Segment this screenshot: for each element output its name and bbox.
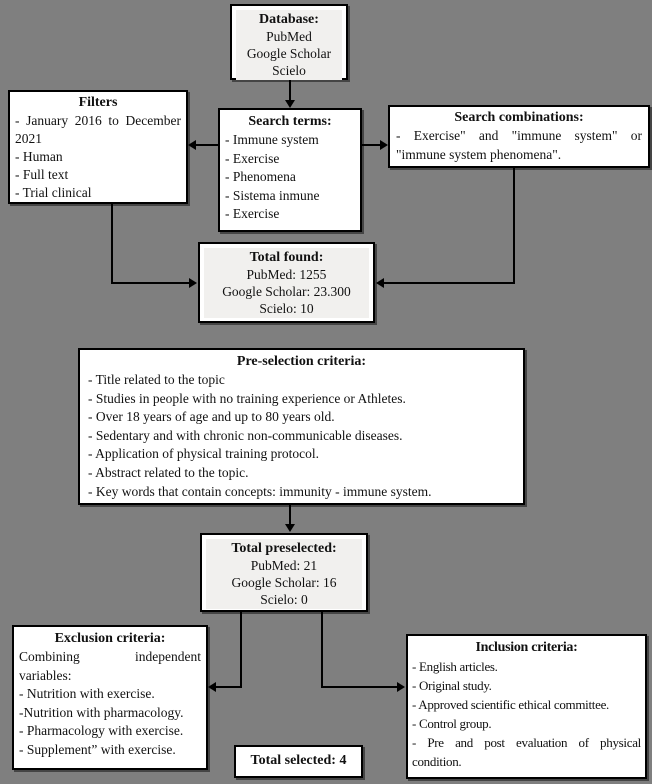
filters-item: - Human	[15, 149, 63, 164]
connector-preselected-down-left	[240, 612, 242, 688]
search-combinations-content	[390, 107, 648, 165]
filters-title: Filters	[78, 95, 118, 110]
inclusion-box	[406, 634, 647, 779]
exclusion-item: Combining independent variables:	[19, 649, 201, 683]
total-preselected-line: PubMed: 21	[250, 558, 318, 573]
exclusion-item: - Supplement” with exercise.	[19, 741, 176, 757]
exclusion-content	[14, 627, 206, 762]
pre-selection-item: - Abstract related to the topic.	[88, 464, 249, 480]
total-selected-box	[234, 745, 363, 778]
database-line: Scielo	[272, 63, 306, 78]
search-term-item: - Exercise	[225, 206, 280, 222]
filters-item: - January 2016 to December 2021	[15, 113, 181, 146]
search-terms-content	[220, 110, 360, 226]
search-term-item: - Exercise	[225, 150, 280, 166]
exclusion-item: - Nutrition with exercise.	[19, 686, 155, 702]
search-term-item: - Phenomena	[225, 169, 296, 185]
pre-selection-title: Pre-selection criteria:	[236, 354, 367, 369]
arrowhead-left-icon	[376, 278, 384, 288]
connector-database-to-search-terms	[289, 80, 291, 102]
inclusion-title: Inclusion criteria:	[475, 640, 578, 655]
arrowhead-right-icon	[380, 140, 388, 150]
pre-selection-content	[80, 350, 523, 503]
total-preselected-box	[200, 533, 368, 612]
exclusion-item: - Pharmacology with exercise.	[19, 723, 184, 739]
database-title: Database:	[259, 12, 319, 27]
database-content	[236, 10, 342, 80]
total-found-line: Google Scholar: 23.300	[222, 284, 351, 299]
database-line: PubMed	[266, 29, 312, 44]
search-terms-title: Search terms:	[248, 114, 332, 129]
database-box	[230, 4, 348, 80]
arrowhead-down-icon	[285, 524, 295, 532]
total-found-line: PubMed: 1255	[246, 267, 327, 282]
total-found-content	[204, 248, 369, 318]
connector-combinations-down	[513, 168, 515, 284]
search-combinations-box	[388, 105, 650, 168]
filters-box	[8, 90, 188, 204]
inclusion-item: - English articles.	[412, 659, 498, 674]
search-combinations-title: Search combinations:	[454, 110, 584, 125]
total-preselected-content	[206, 539, 362, 609]
search-terms-box	[218, 108, 362, 232]
total-found-line: Scielo: 10	[259, 301, 314, 316]
inclusion-item: - Pre and post evaluation of physical condition.	[412, 735, 641, 769]
filters-item: - Trial clinical	[15, 185, 92, 200]
total-selected-label: Total selected: 4	[250, 753, 347, 768]
search-term-item: - Sistema inmune	[225, 187, 320, 203]
connector-preselected-down-right	[321, 612, 323, 688]
connector-filters-to-total-found	[111, 282, 190, 284]
arrowhead-left-icon	[188, 140, 196, 150]
total-found-box	[198, 242, 375, 323]
inclusion-item: - Original study.	[412, 678, 492, 693]
inclusion-content	[408, 636, 645, 773]
inclusion-item: - Control group.	[412, 716, 492, 731]
connector-search-terms-to-combinations	[362, 144, 381, 146]
arrowhead-down-icon	[285, 100, 295, 108]
connector-to-inclusion	[321, 686, 398, 688]
connector-preselection-to-preselected	[289, 505, 291, 526]
filters-item: - Full text	[15, 167, 69, 182]
connector-to-exclusion	[216, 686, 242, 688]
pre-selection-item: - Key words that contain concepts: immunity - immune system.	[88, 483, 432, 499]
database-line: Google Scholar	[246, 46, 332, 61]
pre-selection-item: - Sedentary and with chronic non-communicable diseases.	[88, 427, 403, 443]
exclusion-box	[12, 625, 208, 770]
search-combinations-item: - Exercise" and "immune system" or "immune system phenomena".	[396, 128, 642, 162]
total-preselected-title: Total preselected:	[231, 541, 337, 556]
total-preselected-line: Google Scholar: 16	[231, 575, 337, 590]
total-found-title: Total found:	[249, 250, 324, 265]
pre-selection-box	[78, 348, 525, 505]
filters-content	[10, 92, 186, 204]
exclusion-title: Exclusion criteria:	[54, 631, 166, 646]
inclusion-item: - Approved scientific ethical committee.	[412, 697, 610, 712]
pre-selection-item: - Title related to the topic	[88, 372, 225, 387]
pre-selection-item: - Studies in people with no training experience or Athletes.	[88, 390, 406, 406]
arrowhead-right-icon	[397, 682, 405, 692]
connector-combinations-to-total-found	[384, 282, 515, 284]
arrowhead-right-icon	[189, 278, 197, 288]
search-term-item: - Immune system	[225, 132, 319, 147]
pre-selection-item: - Application of physical training protocol.	[88, 446, 319, 462]
exclusion-item: -Nutrition with pharmacology.	[19, 704, 184, 720]
arrowhead-left-icon	[208, 682, 216, 692]
connector-filters-down	[111, 204, 113, 284]
pre-selection-item: - Over 18 years of age and up to 80 years old.	[88, 409, 335, 425]
connector-search-terms-to-filters	[196, 144, 218, 146]
total-preselected-line: Scielo: 0	[260, 592, 308, 607]
